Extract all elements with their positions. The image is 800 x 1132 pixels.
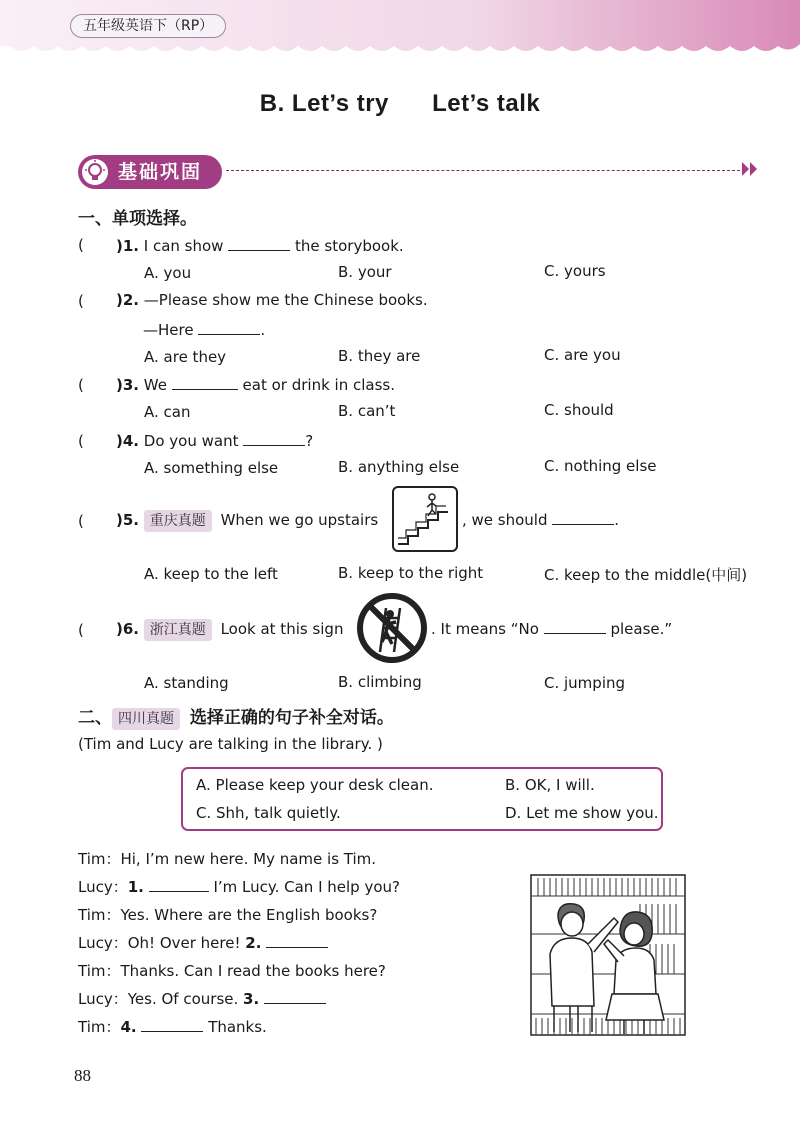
q6-after-text: . It means “No — [431, 620, 539, 638]
blank-number: 4. — [120, 1018, 137, 1036]
q2-option-c: C. are you — [544, 346, 621, 364]
title-left: B. Let’s try — [259, 90, 389, 117]
answer-bracket: ( — [78, 292, 84, 310]
q6-source-badge: 浙江真题 — [144, 619, 212, 641]
library-illustration — [530, 874, 686, 1036]
q6-before: Look at this sign — [220, 620, 344, 638]
q1-number: )1. — [116, 237, 139, 255]
q6-blank[interactable] — [544, 619, 606, 634]
q4-option-c: C. nothing else — [544, 457, 657, 475]
blank-number: 1. — [127, 878, 144, 896]
q2-line2-before: —Here — [143, 321, 194, 339]
dialog-line-6 — [78, 988, 326, 1009]
q6-end: please.” — [610, 620, 673, 638]
question-3 — [116, 375, 395, 394]
part2-heading — [78, 703, 394, 730]
part2-heading-text: 选择正确的句子补全对话。 — [189, 708, 394, 728]
q3-option-c: C. should — [544, 401, 614, 419]
speaker: Tim： — [78, 906, 121, 924]
dialog-text: Oh! Over here! — [127, 934, 241, 952]
q5-before: When we go upstairs — [220, 511, 379, 529]
q1-after: the storybook. — [295, 237, 404, 255]
part2-source-badge: 四川真题 — [112, 708, 180, 730]
q5-option-b: B. keep to the right — [338, 564, 484, 582]
dialog-text: Thanks. — [208, 1018, 267, 1036]
q3-after: eat or drink in class. — [242, 376, 395, 394]
q2-line2 — [143, 320, 265, 339]
q4-before: Do you want — [143, 432, 239, 450]
section-divider — [226, 170, 740, 171]
dialog-text: Yes. Of course. — [127, 990, 239, 1008]
q3-option-b: B. can’t — [338, 402, 396, 420]
section-header — [78, 155, 222, 189]
q3-before: We — [143, 376, 167, 394]
q1-option-a: A. you — [144, 264, 192, 282]
option-a: A. Please keep your desk clean. — [196, 776, 434, 794]
dialog-text: I’m Lucy. Can I help you? — [213, 878, 400, 896]
question-4 — [116, 431, 313, 450]
q5-end: . — [614, 511, 620, 529]
page-title — [0, 90, 800, 118]
option-d: D. Let me show you. — [505, 804, 659, 822]
speaker: Tim： — [78, 850, 121, 868]
answer-bracket: ( — [78, 376, 84, 394]
blank-number: 3. — [243, 990, 260, 1008]
dialog-text: Hi, I’m new here. My name is Tim. — [120, 850, 377, 868]
q2-option-b: B. they are — [338, 347, 421, 365]
page-number: 88 — [74, 1066, 91, 1085]
dialog-context: (Tim and Lucy are talking in the library. ) — [78, 735, 383, 753]
part2-prefix: 二、 — [78, 708, 112, 728]
answer-bracket: ( — [78, 512, 84, 530]
dialog-line-5 — [78, 960, 386, 981]
dialog-text: Thanks. Can I read the books here? — [120, 962, 386, 980]
dialog-line-7 — [78, 1016, 267, 1037]
q2-blank[interactable] — [198, 320, 260, 335]
speaker: Lucy： — [78, 990, 128, 1008]
q5-source-badge: 重庆真题 — [144, 510, 212, 532]
speaker: Lucy： — [78, 878, 128, 896]
q5-after — [462, 510, 619, 529]
dialog-line-3 — [78, 904, 377, 925]
q2-number: )2. — [116, 291, 139, 309]
answer-bracket: ( — [78, 236, 84, 254]
q2-line2-after: . — [260, 321, 266, 339]
speaker: Lucy： — [78, 934, 128, 952]
stairs-upstairs-icon — [392, 486, 458, 552]
dialog-line-1 — [78, 848, 376, 869]
q4-option-a: A. something else — [144, 459, 279, 477]
blank-number: 2. — [245, 934, 262, 952]
answer-bracket: ( — [78, 621, 84, 639]
speaker: Tim： — [78, 1018, 121, 1036]
q5-after-text: , we should — [462, 511, 548, 529]
q1-blank[interactable] — [228, 236, 290, 251]
q5-number: )5. — [116, 511, 139, 529]
q2-option-a: A. are they — [144, 348, 227, 366]
speaker: Tim： — [78, 962, 121, 980]
q5-option-c: C. keep to the middle(中间) — [544, 566, 748, 584]
dialog-blank-1[interactable] — [149, 877, 209, 892]
question-1 — [116, 236, 404, 255]
q3-option-a: A. can — [144, 403, 191, 421]
q6-option-c: C. jumping — [544, 674, 626, 692]
q4-number: )4. — [116, 432, 139, 450]
question-5 — [116, 510, 378, 532]
book-tag: 五年级英语下（RP） — [70, 14, 226, 38]
q5-option-a: A. keep to the left — [144, 565, 278, 583]
q4-after: ? — [305, 432, 314, 450]
q5-blank[interactable] — [552, 510, 614, 525]
dialog-blank-4[interactable] — [141, 1017, 203, 1032]
q4-option-b: B. anything else — [338, 458, 460, 476]
q6-number: )6. — [116, 620, 139, 638]
answer-bracket: ( — [78, 432, 84, 450]
q1-option-c: C. yours — [544, 262, 606, 280]
q6-option-b: B. climbing — [338, 673, 422, 691]
lightbulb-icon — [82, 159, 108, 185]
q6-option-a: A. standing — [144, 674, 229, 692]
q2-line1: —Please show me the Chinese books. — [143, 291, 428, 309]
q4-blank[interactable] — [243, 431, 305, 446]
option-c: C. Shh, talk quietly. — [196, 804, 341, 822]
q3-number: )3. — [116, 376, 139, 394]
dialog-line-2 — [78, 876, 400, 897]
double-arrow-icon — [740, 160, 760, 178]
dialog-blank-2[interactable] — [266, 933, 328, 948]
dialog-blank-3[interactable] — [264, 989, 326, 1004]
part1-heading: 一、单项选择。 — [78, 209, 197, 229]
q6-after — [431, 619, 672, 638]
question-6 — [116, 619, 343, 641]
option-b: B. OK, I will. — [505, 776, 595, 794]
section-label: 基础巩固 — [118, 161, 203, 183]
question-2 — [116, 291, 428, 309]
q1-before: I can show — [143, 237, 224, 255]
no-climbing-sign-icon — [356, 592, 428, 664]
title-right: Let’s talk — [432, 90, 541, 117]
q1-option-b: B. your — [338, 263, 392, 281]
dialog-text: Yes. Where are the English books? — [120, 906, 378, 924]
dialog-line-4 — [78, 932, 328, 953]
q3-blank[interactable] — [172, 375, 238, 390]
